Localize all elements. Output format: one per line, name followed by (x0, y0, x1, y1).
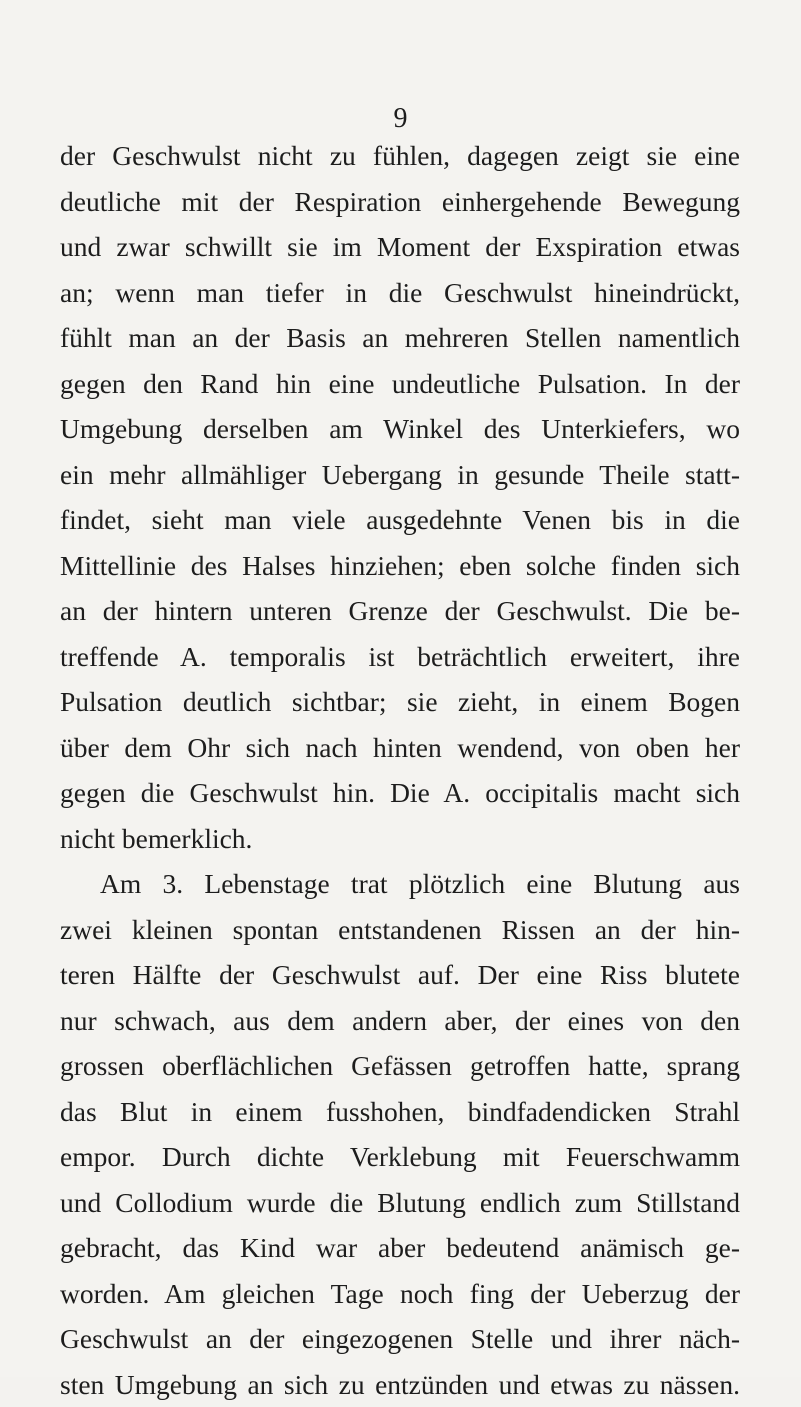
text-line: deutliche mit der Respiration einhergehende Bewegung (60, 179, 740, 225)
text-line: Mittellinie des Halses hinziehen; eben solche finden sich (60, 543, 740, 589)
text-line: zwei kleinen spontan entstandenen Rissen an der hin- (60, 907, 740, 953)
text-line: nur schwach, aus dem andern aber, der eines von den (60, 998, 740, 1044)
paragraph-end-line: nicht bemerklich. (60, 816, 740, 862)
text-line: an; wenn man tiefer in die Geschwulst hineindrückt, (60, 270, 740, 316)
text-line: treffende A. temporalis ist beträchtlich erweitert, ihre (60, 634, 740, 680)
body-text (60, 133, 740, 1407)
text-line: und zwar schwillt sie im Moment der Exspiration etwas (60, 224, 740, 270)
text-line: empor. Durch dichte Verklebung mit Feuerschwamm (60, 1134, 740, 1180)
paragraph-start-line: Am 3. Lebenstage trat plötzlich eine Blutung aus (60, 861, 740, 907)
text-line: grossen oberflächlichen Gefässen getroffen hatte, sprang (60, 1043, 740, 1089)
text-line: über dem Ohr sich nach hinten wendend, von oben her (60, 725, 740, 771)
text-line: gebracht, das Kind war aber bedeutend anämisch ge- (60, 1225, 740, 1271)
text-line: und Collodium wurde die Blutung endlich zum Stillstand (60, 1180, 740, 1226)
text-line: gegen den Rand hin eine undeutliche Pulsation. In der (60, 361, 740, 407)
text-line: Umgebung derselben am Winkel des Unterkiefers, wo (60, 406, 740, 452)
text-line: der Geschwulst nicht zu fühlen, dagegen zeigt sie eine (60, 133, 740, 179)
text-line: teren Hälfte der Geschwulst auf. Der eine Riss blutete (60, 952, 740, 998)
text-line: Pulsation deutlich sichtbar; sie zieht, in einem Bogen (60, 679, 740, 725)
text-line: worden. Am gleichen Tage noch fing der Ueberzug der (60, 1271, 740, 1317)
page-number: 9 (0, 104, 801, 134)
text-line: Geschwulst an der eingezogenen Stelle und ihrer näch- (60, 1316, 740, 1362)
text-line: ein mehr allmähliger Uebergang in gesunde Theile statt- (60, 452, 740, 498)
text-line: gegen die Geschwulst hin. Die A. occipitalis macht sich (60, 770, 740, 816)
text-line: fühlt man an der Basis an mehreren Stellen namentlich (60, 315, 740, 361)
text-line: an der hintern unteren Grenze der Geschwulst. Die be- (60, 588, 740, 634)
text-line: findet, sieht man viele ausgedehnte Venen bis in die (60, 497, 740, 543)
text-line: sten Umgebung an sich zu entzünden und etwas zu nässen. (60, 1362, 740, 1407)
text-line: das Blut in einem fusshohen, bindfadendicken Strahl (60, 1089, 740, 1135)
